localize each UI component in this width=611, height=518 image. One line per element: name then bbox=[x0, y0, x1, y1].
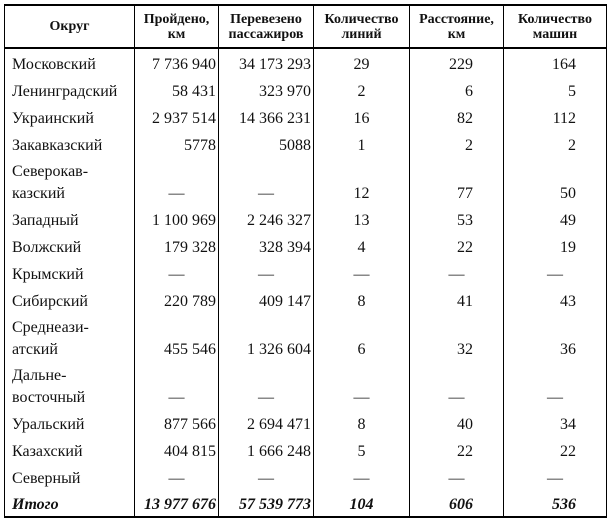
cell-okrug: Сибирский bbox=[5, 286, 135, 313]
cell-perevezeno: 409 147 bbox=[219, 286, 314, 313]
cell-liniy: 6 bbox=[314, 313, 410, 361]
cell-proideno: 1 100 969 bbox=[135, 205, 219, 232]
header-okrug: Округ bbox=[5, 5, 135, 48]
cell-proideno: 877 566 bbox=[135, 409, 219, 436]
cell-perevezeno: 5088 bbox=[219, 130, 314, 157]
cell-rasstoyanie: — bbox=[410, 259, 504, 286]
table-row bbox=[5, 157, 607, 205]
table-row bbox=[5, 76, 607, 103]
cell-mashin: 43 bbox=[504, 286, 607, 313]
header-kolichestvo-mashin: Количество машин bbox=[504, 5, 607, 48]
table-row bbox=[5, 436, 607, 463]
cell-proideno: 404 815 bbox=[135, 436, 219, 463]
cell-okrug: Московский bbox=[5, 48, 135, 76]
cell-liniy: 29 bbox=[314, 48, 410, 76]
table-row bbox=[5, 48, 607, 76]
cell-mashin: 19 bbox=[504, 232, 607, 259]
cell-proideno: 7 736 940 bbox=[135, 48, 219, 76]
cell-liniy: — bbox=[314, 463, 410, 490]
cell-perevezeno: 1 326 604 bbox=[219, 313, 314, 361]
cell-rasstoyanie: 77 bbox=[410, 157, 504, 205]
cell-perevezeno: 323 970 bbox=[219, 76, 314, 103]
total-proideno: 13 977 676 bbox=[135, 490, 219, 517]
cell-perevezeno: 14 366 231 bbox=[219, 103, 314, 130]
cell-rasstoyanie: 41 bbox=[410, 286, 504, 313]
cell-perevezeno: — bbox=[219, 157, 314, 205]
total-perevezeno: 57 539 773 bbox=[219, 490, 314, 517]
cell-okrug-line1: Среднеази- bbox=[12, 319, 89, 336]
cell-proideno: 179 328 bbox=[135, 232, 219, 259]
cell-rasstoyanie: 82 bbox=[410, 103, 504, 130]
cell-okrug-line2: восточный bbox=[12, 389, 86, 406]
cell-perevezeno: 34 173 293 bbox=[219, 48, 314, 76]
total-mashin: 536 bbox=[504, 490, 607, 517]
cell-mashin: 2 bbox=[504, 130, 607, 157]
cell-rasstoyanie: 2 bbox=[410, 130, 504, 157]
cell-okrug bbox=[5, 157, 135, 205]
cell-okrug: Волжский bbox=[5, 232, 135, 259]
cell-okrug: Северный bbox=[5, 463, 135, 490]
cell-liniy: 13 bbox=[314, 205, 410, 232]
cell-rasstoyanie: 40 bbox=[410, 409, 504, 436]
cell-okrug: Крымский bbox=[5, 259, 135, 286]
table-row bbox=[5, 205, 607, 232]
cell-liniy: 16 bbox=[314, 103, 410, 130]
cell-mashin: 49 bbox=[504, 205, 607, 232]
cell-okrug: Ленинградский bbox=[5, 76, 135, 103]
cell-liniy: 12 bbox=[314, 157, 410, 205]
cell-okrug: Уральский bbox=[5, 409, 135, 436]
cell-perevezeno: — bbox=[219, 463, 314, 490]
table-row bbox=[5, 361, 607, 409]
cell-proideno: 220 789 bbox=[135, 286, 219, 313]
cell-okrug-line1: Дальне- bbox=[12, 367, 67, 384]
header-perevezeno: Перевезено пассажиров bbox=[219, 5, 314, 48]
table-row bbox=[5, 409, 607, 436]
cell-liniy: 8 bbox=[314, 286, 410, 313]
cell-rasstoyanie: 22 bbox=[410, 232, 504, 259]
cell-mashin: 36 bbox=[504, 313, 607, 361]
cell-mashin: 5 bbox=[504, 76, 607, 103]
cell-perevezeno: 2 246 327 bbox=[219, 205, 314, 232]
cell-okrug bbox=[5, 313, 135, 361]
cell-liniy: 5 bbox=[314, 436, 410, 463]
cell-mashin: 112 bbox=[504, 103, 607, 130]
cell-proideno: 455 546 bbox=[135, 313, 219, 361]
cell-okrug: Казахский bbox=[5, 436, 135, 463]
cell-perevezeno: 2 694 471 bbox=[219, 409, 314, 436]
header-proideno: Пройдено, км bbox=[135, 5, 219, 48]
cell-rasstoyanie: 53 bbox=[410, 205, 504, 232]
cell-mashin: 22 bbox=[504, 436, 607, 463]
cell-rasstoyanie: — bbox=[410, 463, 504, 490]
cell-mashin: 164 bbox=[504, 48, 607, 76]
total-okrug: Итого bbox=[5, 490, 135, 517]
cell-liniy: 1 bbox=[314, 130, 410, 157]
cell-okrug: Западный bbox=[5, 205, 135, 232]
header-kolichestvo-liniy: Количество линий bbox=[314, 5, 410, 48]
total-rasstoyanie: 606 bbox=[410, 490, 504, 517]
cell-liniy: 4 bbox=[314, 232, 410, 259]
cell-rasstoyanie: 22 bbox=[410, 436, 504, 463]
cell-mashin: — bbox=[504, 463, 607, 490]
cell-proideno: — bbox=[135, 259, 219, 286]
cell-proideno: 58 431 bbox=[135, 76, 219, 103]
total-liniy: 104 bbox=[314, 490, 410, 517]
cell-okrug: Украинский bbox=[5, 103, 135, 130]
cell-perevezeno: 328 394 bbox=[219, 232, 314, 259]
table-row bbox=[5, 463, 607, 490]
cell-mashin: — bbox=[504, 361, 607, 409]
cell-perevezeno: — bbox=[219, 361, 314, 409]
cell-perevezeno: 1 666 248 bbox=[219, 436, 314, 463]
cell-okrug-line1: Северокав- bbox=[12, 163, 89, 180]
cell-rasstoyanie: 229 bbox=[410, 48, 504, 76]
table-row bbox=[5, 103, 607, 130]
cell-proideno: — bbox=[135, 361, 219, 409]
cell-proideno: — bbox=[135, 463, 219, 490]
cell-proideno: 2 937 514 bbox=[135, 103, 219, 130]
cell-liniy: 2 bbox=[314, 76, 410, 103]
cell-liniy: — bbox=[314, 259, 410, 286]
table-row bbox=[5, 130, 607, 157]
cell-proideno: — bbox=[135, 157, 219, 205]
cell-rasstoyanie: 32 bbox=[410, 313, 504, 361]
table-row bbox=[5, 259, 607, 286]
cell-okrug bbox=[5, 361, 135, 409]
cell-okrug-line2: атский bbox=[12, 341, 58, 358]
table-header-row bbox=[5, 5, 607, 48]
cell-okrug-line2: казский bbox=[12, 185, 65, 202]
cell-mashin: — bbox=[504, 259, 607, 286]
cell-okrug: Закавказский bbox=[5, 130, 135, 157]
cell-rasstoyanie: — bbox=[410, 361, 504, 409]
header-rasstoyanie: Расстояние, км bbox=[410, 5, 504, 48]
cell-liniy: — bbox=[314, 361, 410, 409]
statistics-table bbox=[4, 4, 607, 518]
cell-rasstoyanie: 6 bbox=[410, 76, 504, 103]
cell-mashin: 50 bbox=[504, 157, 607, 205]
cell-perevezeno: — bbox=[219, 259, 314, 286]
table-row bbox=[5, 232, 607, 259]
cell-liniy: 8 bbox=[314, 409, 410, 436]
table-row bbox=[5, 286, 607, 313]
cell-mashin: 34 bbox=[504, 409, 607, 436]
cell-proideno: 5778 bbox=[135, 130, 219, 157]
table-row bbox=[5, 313, 607, 361]
total-row bbox=[5, 490, 607, 517]
